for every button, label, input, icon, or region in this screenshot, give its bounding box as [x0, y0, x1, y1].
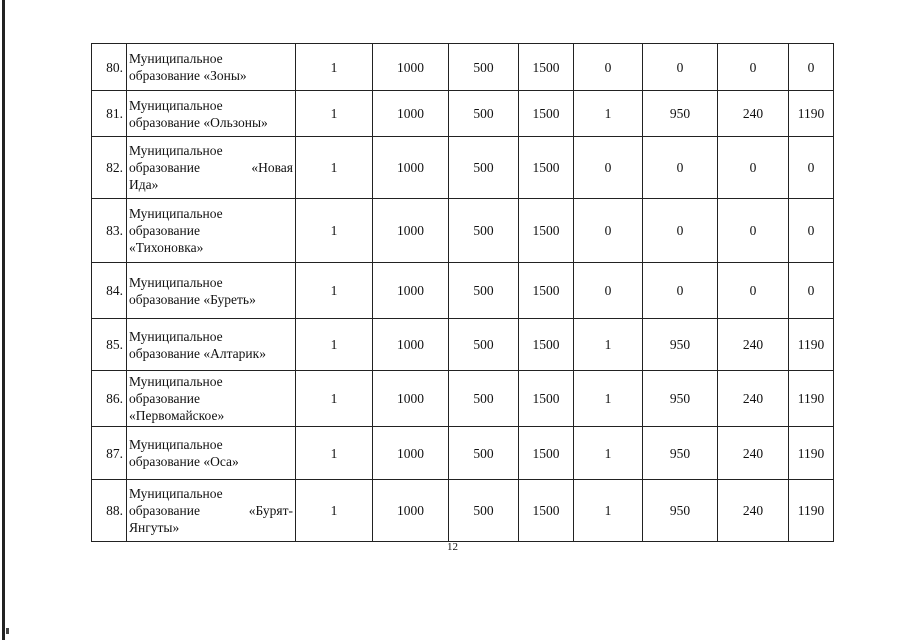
municipality-name-line: образование «Зоны»: [129, 68, 247, 83]
value-cell-c7: 240: [718, 319, 789, 371]
value-cell-c4: 1500: [519, 137, 574, 199]
value-cell-c3: 500: [449, 427, 519, 480]
value-cell-c5: 0: [574, 44, 643, 91]
value-cell-c7: 240: [718, 91, 789, 137]
table-row: [92, 319, 834, 371]
value-cell-c1: 1: [296, 91, 373, 137]
value-cell-c3: 500: [449, 263, 519, 319]
table-row: [92, 44, 834, 91]
value-cell-c8: 1190: [789, 480, 834, 542]
table-row: [92, 371, 834, 427]
value-cell-c8: 1190: [789, 371, 834, 427]
value-cell-c6: 950: [643, 480, 718, 542]
value-cell-c5: 1: [574, 91, 643, 137]
value-cell-c2: 1000: [373, 263, 449, 319]
municipality-name-line: Муниципальное: [129, 206, 223, 221]
row-number: 81.: [92, 91, 127, 137]
value-cell-c6: 950: [643, 371, 718, 427]
municipality-name: [127, 44, 296, 91]
value-cell-c1: 1: [296, 371, 373, 427]
municipality-name: [127, 371, 296, 427]
value-cell-c7: 240: [718, 427, 789, 480]
value-cell-c1: 1: [296, 263, 373, 319]
table-row: [92, 137, 834, 199]
value-cell-c2: 1000: [373, 137, 449, 199]
value-cell-c5: 0: [574, 199, 643, 263]
value-cell-c2: 1000: [373, 319, 449, 371]
value-cell-c7: 240: [718, 371, 789, 427]
value-cell-c4: 1500: [519, 263, 574, 319]
value-cell-c5: 0: [574, 263, 643, 319]
value-cell-c7: 0: [718, 137, 789, 199]
table-row: [92, 480, 834, 542]
municipality-name: [127, 480, 296, 542]
value-cell-c4: 1500: [519, 427, 574, 480]
table-row: [92, 427, 834, 480]
table-row: [92, 91, 834, 137]
value-cell-c8: 0: [789, 199, 834, 263]
value-cell-c7: 240: [718, 480, 789, 542]
value-cell-c3: 500: [449, 137, 519, 199]
value-cell-c4: 1500: [519, 480, 574, 542]
value-cell-c3: 500: [449, 44, 519, 91]
value-cell-c6: 950: [643, 319, 718, 371]
value-cell-c6: 0: [643, 137, 718, 199]
row-number: 86.: [92, 371, 127, 427]
municipality-name: [127, 263, 296, 319]
municipality-name-line: Муниципальное: [129, 274, 223, 290]
municipality-name-line: Ида»: [129, 177, 159, 192]
municipality-name: [127, 319, 296, 371]
municipality-name-line: «Первомайское»: [129, 408, 225, 423]
municipality-name-line: «Тихоновка»: [129, 240, 204, 255]
table-body: [92, 44, 834, 542]
value-cell-c1: 1: [296, 319, 373, 371]
value-cell-c3: 500: [449, 319, 519, 371]
value-cell-c2: 1000: [373, 199, 449, 263]
municipality-name-line: образование «Буреть»: [129, 291, 256, 307]
row-number: 85.: [92, 319, 127, 371]
value-cell-c3: 500: [449, 371, 519, 427]
value-cell-c5: 1: [574, 319, 643, 371]
value-cell-c8: 1190: [789, 319, 834, 371]
value-cell-c6: 950: [643, 91, 718, 137]
municipality-name: [127, 199, 296, 263]
value-cell-c2: 1000: [373, 91, 449, 137]
municipality-name-line: образование «Бурят-: [129, 503, 293, 518]
value-cell-c2: 1000: [373, 427, 449, 480]
value-cell-c2: 1000: [373, 44, 449, 91]
municipality-name-line: Муниципальное: [129, 437, 223, 452]
value-cell-c4: 1500: [519, 44, 574, 91]
value-cell-c6: 0: [643, 199, 718, 263]
value-cell-c7: 0: [718, 199, 789, 263]
municipality-name-line: образование «Новая: [129, 160, 293, 175]
value-cell-c6: 950: [643, 427, 718, 480]
value-cell-c6: 0: [643, 44, 718, 91]
municipality-name-line: образование «Оса»: [129, 454, 239, 469]
row-number: 87.: [92, 427, 127, 480]
municipal-table: [91, 43, 834, 542]
value-cell-c4: 1500: [519, 319, 574, 371]
value-cell-c6: 0: [643, 263, 718, 319]
value-cell-c8: 0: [789, 137, 834, 199]
municipality-name-line: Муниципальное: [129, 374, 223, 389]
municipality-name-line: образование: [129, 223, 200, 238]
value-cell-c1: 1: [296, 427, 373, 480]
value-cell-c4: 1500: [519, 91, 574, 137]
table-row: [92, 199, 834, 263]
value-cell-c1: 1: [296, 137, 373, 199]
row-number: 82.: [92, 137, 127, 199]
value-cell-c4: 1500: [519, 199, 574, 263]
scan-mark: [6, 628, 9, 634]
value-cell-c5: 1: [574, 427, 643, 480]
value-cell-c8: 1190: [789, 427, 834, 480]
value-cell-c2: 1000: [373, 371, 449, 427]
row-number: 83.: [92, 199, 127, 263]
value-cell-c1: 1: [296, 480, 373, 542]
municipality-name-line: Муниципальное: [129, 143, 223, 158]
municipality-name-line: Муниципальное: [129, 328, 223, 344]
value-cell-c7: 0: [718, 44, 789, 91]
value-cell-c4: 1500: [519, 371, 574, 427]
row-number: 84.: [92, 263, 127, 319]
municipality-name-line: Муниципальное: [129, 486, 223, 501]
municipality-name-line: Муниципальное: [129, 51, 223, 66]
value-cell-c5: 1: [574, 371, 643, 427]
municipality-name-line: образование: [129, 391, 200, 406]
value-cell-c3: 500: [449, 199, 519, 263]
municipality-name-line: Муниципальное: [129, 97, 223, 113]
municipality-name: [127, 427, 296, 480]
value-cell-c1: 1: [296, 199, 373, 263]
municipality-name-line: Янгуты»: [129, 520, 180, 535]
municipality-name: [127, 137, 296, 199]
value-cell-c8: 0: [789, 263, 834, 319]
page-number: 12: [447, 541, 458, 553]
value-cell-c1: 1: [296, 44, 373, 91]
value-cell-c8: 1190: [789, 91, 834, 137]
table-row: [92, 263, 834, 319]
value-cell-c5: 0: [574, 137, 643, 199]
value-cell-c3: 500: [449, 480, 519, 542]
municipality-name: [127, 91, 296, 137]
value-cell-c3: 500: [449, 91, 519, 137]
row-number: 88.: [92, 480, 127, 542]
municipality-name-line: образование «Ользоны»: [129, 114, 268, 130]
municipality-name-line: образование «Алтарик»: [129, 345, 266, 361]
value-cell-c5: 1: [574, 480, 643, 542]
row-number: 80.: [92, 44, 127, 91]
value-cell-c7: 0: [718, 263, 789, 319]
value-cell-c8: 0: [789, 44, 834, 91]
value-cell-c2: 1000: [373, 480, 449, 542]
